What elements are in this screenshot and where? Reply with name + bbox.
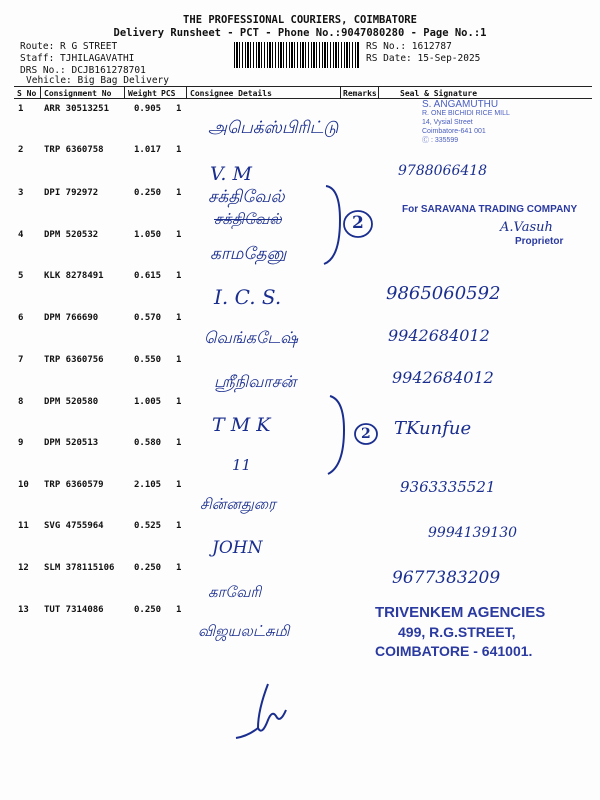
row-consignment: TRP 6360756 (44, 355, 104, 365)
saravana-signature: A.Vasuh (500, 220, 553, 235)
signature-scrawl: TKunfue (394, 418, 472, 439)
angamuthu-stamp (422, 100, 510, 145)
row-weight: 0.250 (134, 605, 162, 615)
col-remarks: Remarks (343, 89, 377, 98)
row-sno: 3 (18, 188, 24, 198)
consignee-handwriting: வெங்கடேஷ் (204, 328, 299, 347)
signature-phone: 9677383209 (392, 568, 501, 588)
row-consignment: DPM 766690 (44, 313, 99, 323)
signature-phone: 9865060592 (386, 283, 501, 304)
col-divider (186, 87, 187, 98)
consignee-handwriting: சின்னதுரை (200, 495, 276, 513)
bracket-count: 2 (352, 213, 364, 233)
table-row (0, 397, 600, 439)
table-row (0, 230, 600, 272)
consignee-handwriting: காமதேனு (210, 244, 287, 264)
consignee-handwriting-struck: சக்திவேல் (214, 210, 282, 228)
row-pcs: 1 (176, 521, 182, 531)
row-pcs: 1 (176, 355, 182, 365)
row-sno: 2 (18, 145, 24, 155)
col-sno: S No (17, 89, 37, 98)
row-weight: 2.105 (134, 480, 162, 490)
bracket-count: 2 (361, 426, 371, 442)
row-pcs: 1 (176, 563, 182, 573)
stamp-line: R. ONE BICHIDI RICE MILL (422, 110, 510, 117)
row-pcs: 1 (176, 313, 182, 323)
consignee-handwriting: ஸ்ரீநிவாசன் (214, 372, 297, 391)
stamp-line: Coimbatore-641 001 (422, 128, 486, 135)
row-consignment: DPM 520513 (44, 438, 99, 448)
saravana-stamp: For SARAVANA TRADING COMPANY (402, 204, 578, 215)
row-consignment: SVG 4755964 (44, 521, 104, 531)
row-sno: 6 (18, 313, 24, 323)
row-sno: 13 (18, 605, 29, 615)
consignee-handwriting: அபெக்ஸ்பிரிட்டு (208, 118, 339, 138)
signature-phone: 9942684012 (388, 326, 490, 345)
stamp-line: 14, Vysial Street (422, 119, 473, 126)
consignee-handwriting: சக்திவேல் (208, 187, 285, 207)
table-row (0, 145, 600, 187)
col-divider (340, 87, 341, 98)
row-pcs: 1 (176, 271, 182, 281)
row-sno: 5 (18, 271, 24, 281)
row-weight: 0.615 (134, 271, 162, 281)
row-sno: 4 (18, 230, 24, 240)
row-pcs: 1 (176, 145, 182, 155)
row-consignment: DPI 792972 (44, 188, 99, 198)
row-weight: 0.250 (134, 563, 162, 573)
consignee-handwriting: விஜயலட்சுமி (198, 622, 290, 640)
row-consignment: DPM 520532 (44, 230, 99, 240)
company-title: THE PROFESSIONAL COURIERS, COIMBATORE (183, 14, 417, 26)
rs-date: RS Date: 15-Sep-2025 (366, 53, 481, 64)
row-weight: 0.250 (134, 188, 162, 198)
row-sno: 1 (18, 104, 24, 114)
signature-phone: 9994139130 (428, 525, 518, 541)
signature-phone: 9788066418 (398, 163, 488, 179)
consignee-handwriting: T M K (212, 414, 271, 436)
table-row (0, 355, 600, 397)
row-weight: 1.017 (134, 145, 162, 155)
col-divider (40, 87, 41, 98)
row-consignment: TRP 6360579 (44, 480, 104, 490)
row-pcs: 1 (176, 188, 182, 198)
rs-number: RS No.: 1612787 (366, 41, 452, 52)
row-pcs: 1 (176, 104, 182, 114)
row-sno: 7 (18, 355, 24, 365)
row-weight: 0.580 (134, 438, 162, 448)
consignee-handwriting: I. C. S. (214, 285, 282, 309)
row-sno: 11 (18, 521, 29, 531)
trivenkem-stamp-line3: COIMBATORE - 641001. (375, 643, 533, 659)
table-row (0, 480, 600, 522)
col-weight: Weight (128, 89, 157, 98)
table-row (0, 271, 600, 313)
signature-phone: 9363335521 (400, 478, 496, 496)
row-consignment: SLM 378115106 (44, 563, 115, 573)
runner-signature (228, 680, 308, 740)
row-weight: 0.550 (134, 355, 162, 365)
row-sno: 12 (18, 563, 29, 573)
row-consignment: KLK 8278491 (44, 271, 104, 281)
trivenkem-stamp-line1: TRIVENKEM AGENCIES (375, 604, 546, 621)
bracket-mark (320, 390, 380, 480)
col-pcs: PCS (161, 89, 176, 98)
table-row (0, 563, 600, 605)
row-pcs: 1 (176, 397, 182, 407)
trivenkem-stamp-line2: 499, R.G.STREET, (398, 624, 516, 640)
row-weight: 0.905 (134, 104, 162, 114)
consignee-handwriting: 11 (232, 456, 252, 474)
stamp-line: S. ANGAMUTHU (422, 99, 499, 110)
row-pcs: 1 (176, 230, 182, 240)
consignee-handwriting: JOHN (212, 538, 263, 558)
runsheet-subtitle: Delivery Runsheet - PCT - Phone No.:9047080280 - Page No.:1 (113, 27, 487, 39)
header-bottom-rule (14, 98, 592, 99)
row-consignment: TUT 7314086 (44, 605, 104, 615)
row-consignment: TRP 6360758 (44, 145, 104, 155)
row-sno: 8 (18, 397, 24, 407)
table-row (0, 313, 600, 355)
row-sno: 10 (18, 480, 29, 490)
bracket-mark (318, 180, 378, 270)
consignee-handwriting: காவேரி (208, 583, 262, 601)
drs-label: DRS No.: DCJB161278701 (20, 65, 146, 76)
row-weight: 1.050 (134, 230, 162, 240)
row-weight: 0.525 (134, 521, 162, 531)
header-top-rule (14, 86, 592, 87)
saravana-proprietor: Proprietor (515, 236, 564, 247)
stamp-line: Ⓒ : 335599 (422, 137, 459, 144)
col-consignment: Consignment No (44, 89, 112, 98)
col-seal: Seal & Signature (400, 89, 478, 98)
consignee-handwriting: V. M (210, 163, 252, 185)
col-consignee: Consignee Details (190, 89, 272, 98)
signature-phone: 9942684012 (392, 368, 494, 387)
vehicle-label: Vehicle: Big Bag Delivery (26, 75, 169, 86)
row-consignment: ARR 30513251 (44, 104, 110, 114)
row-sno: 9 (18, 438, 24, 448)
staff-label: Staff: TJHILAGAVATHI (20, 53, 135, 64)
row-pcs: 1 (176, 605, 182, 615)
row-pcs: 1 (176, 438, 182, 448)
barcode (234, 42, 360, 68)
col-divider (378, 87, 379, 98)
col-divider (124, 87, 125, 98)
route-label: Route: R G STREET (20, 41, 118, 52)
row-weight: 0.570 (134, 313, 162, 323)
row-weight: 1.005 (134, 397, 162, 407)
row-pcs: 1 (176, 480, 182, 490)
row-consignment: DPM 520580 (44, 397, 99, 407)
table-row (0, 438, 600, 480)
